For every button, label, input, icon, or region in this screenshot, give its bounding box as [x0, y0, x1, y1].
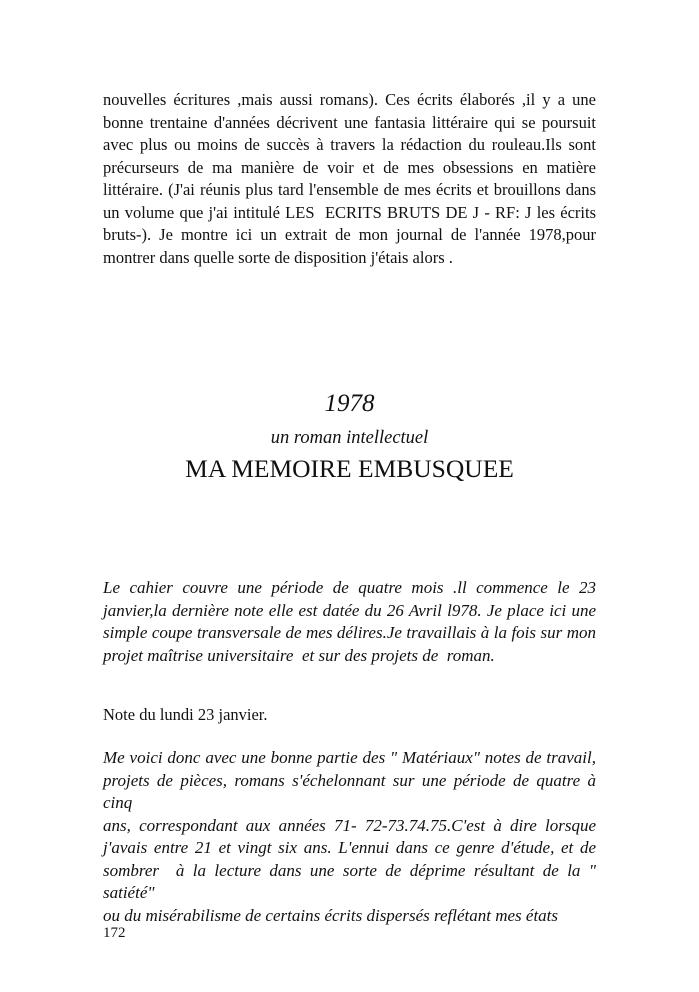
text-line: avec plus ou moins de succès à travers la rédaction du rouleau.Ils sont: [103, 135, 596, 154]
chapter-subtitle: un roman intellectuel: [270, 428, 429, 448]
summary-paragraph: [103, 577, 596, 667]
text-line: janvier,la dernière note elle est datée du 26 Avril l978. Je place ici une: [103, 600, 596, 620]
text-line: Me voici donc avec une bonne partie des " Matériaux" notes de travail,: [103, 748, 596, 767]
text-line: littéraire. (J'ai réunis plus tard l'ensemble de mes écrits et brouillons dans: [103, 180, 596, 199]
text-line: un volume que j'ai intitulé LES ECRITS BRUTS DE J - RF: J les écrits: [103, 202, 596, 222]
text-line: ou du misérabilisme de certains écrits dispersés reflétant mes états: [103, 905, 559, 925]
text-line: projets de pièces, romans s'échelonnant sur une période de quatre à cinq: [103, 770, 596, 812]
text-line: ans, correspondant aux années 71- 72-73.74.75.C'est à dire lorsque: [103, 815, 596, 835]
text-line: bruts-). Je montre ici un extrait de mon journal de l'année 1978,pour: [103, 225, 596, 244]
page-number: 172: [103, 925, 126, 941]
text-line: j'avais entre 21 et vingt six ans. L'ennui dans ce genre d'étude, et de: [103, 838, 596, 857]
text-line: précurseurs de ma manière de voir et de mes obsessions en matière: [103, 157, 596, 177]
note-heading: Note du lundi 23 janvier.: [103, 705, 268, 724]
text-line: bonne trentaine d'années décrivent une fantasia littéraire qui se poursuit: [103, 112, 596, 132]
text-line: sombrer à la lecture dans une sorte de déprime résultant de la " satiété": [103, 860, 596, 902]
text-line: projet maîtrise universitaire et sur des projets de roman.: [103, 645, 495, 665]
intro-paragraph: [103, 89, 596, 269]
text-line: nouvelles écritures ,mais aussi romans). Ces écrits élaborés ,il y a une: [103, 90, 596, 109]
chapter-year-title: 1978: [324, 390, 375, 417]
text-line: simple coupe transversale de mes délires.Je travaillais à la fois sur mon: [103, 623, 596, 642]
text-line: montrer dans quelle sorte de disposition j'étais alors .: [103, 247, 453, 267]
text-line: Le cahier couvre une période de quatre mois .ll commence le 23: [103, 578, 596, 597]
journal-paragraph: [103, 747, 596, 927]
chapter-main-title: MA MEMOIRE EMBUSQUEE: [185, 454, 514, 483]
